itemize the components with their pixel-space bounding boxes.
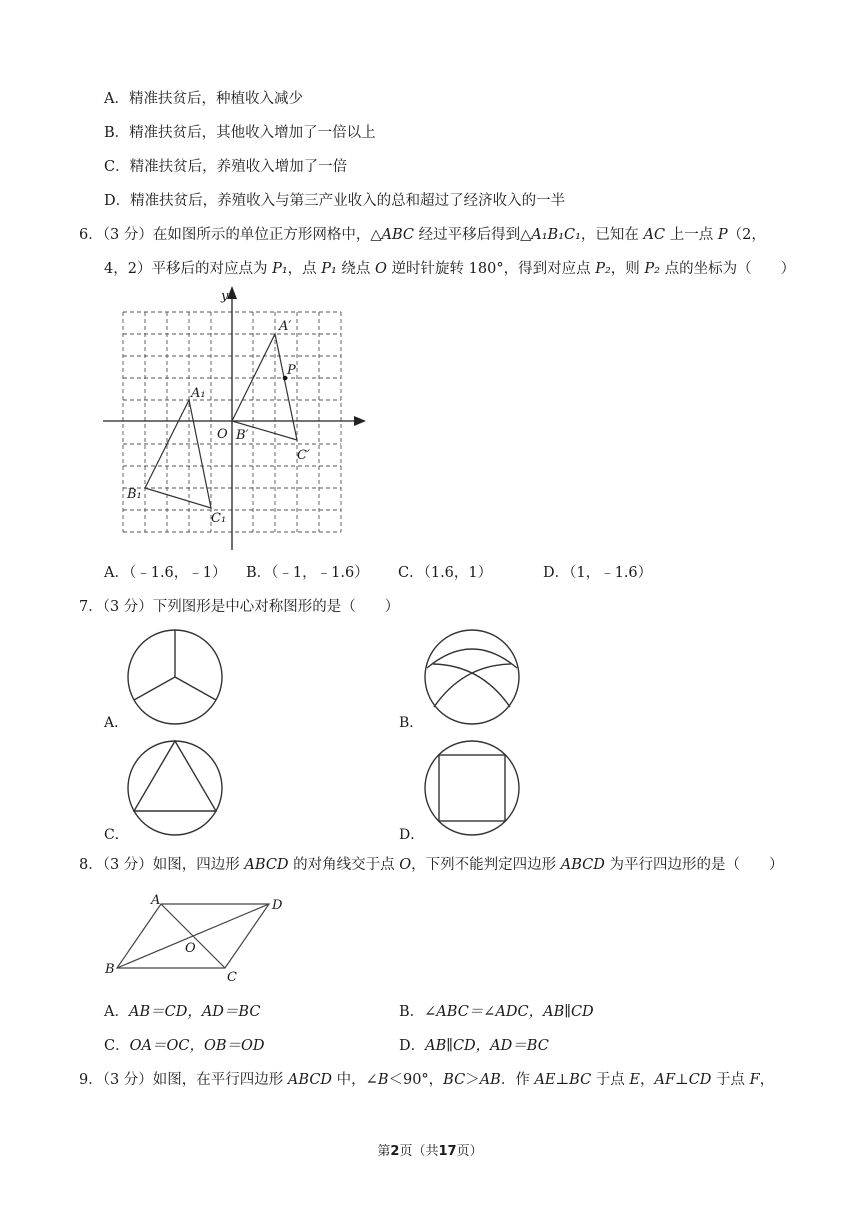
q8-label-o: O	[185, 941, 196, 956]
q8-option-d: D．AB∥CD，AD＝BC	[399, 1038, 549, 1054]
q9-stem: 9．（3 分）如图，在平行四边形 ABCD 中，∠B＜90°，BC＞AB．作 AE⊥BC 于点 E，AF⊥CD 于点 F，	[79, 1072, 775, 1088]
q7-stem: 7．（3 分）下列图形是中心对称图形的是（ ）	[79, 599, 400, 615]
label-y: y	[221, 289, 229, 304]
label-b-prime: B′	[236, 428, 249, 443]
q7-label-c: C．	[104, 827, 129, 843]
label-a1: A₁	[191, 386, 206, 401]
q8-stem: 8．（3 分）如图，四边形 ABCD 的对角线交于点 O，下列不能判定四边形 ABCD 为平行四边形的是（ ）	[79, 857, 784, 873]
label-a-prime: A′	[279, 319, 292, 334]
q6-stem-line1: 6．（3 分）在如图所示的单位正方形网格中，△ABC 经过平移后得到△A₁B₁C₁，已知在 AC 上一点 P（2，	[79, 227, 766, 243]
label-p: P	[287, 363, 296, 378]
q6-stem-line2: 4，2）平移后的对应点为 P₁，点 P₁ 绕点 O 逆时针旋转 180°，得到对应点 P₂，则 P₂ 点的坐标为（ ）	[104, 261, 796, 277]
label-c1: C₁	[211, 511, 227, 526]
q6-option-c: C．（1.6，1）	[398, 565, 493, 581]
q7-label-b: B．	[399, 715, 424, 731]
q5-option-b: B．精准扶贫后，其他收入增加了一倍以上	[104, 125, 376, 141]
q6-option-d: D．（1，﹣1.6）	[543, 565, 653, 581]
q7-label-a: A．	[104, 715, 129, 731]
q6-option-b: B．（﹣1，﹣1.6）	[246, 565, 369, 581]
q7-label-d: D．	[399, 827, 425, 843]
label-c-prime: C′	[297, 448, 310, 463]
page-footer: 第2页（共17页）	[377, 1144, 483, 1159]
q6-option-a: A．（﹣1.6，﹣1）	[104, 565, 227, 581]
q5-option-c: C．精准扶贫后，养殖收入增加了一倍	[104, 159, 348, 175]
q5-option-a: A．精准扶贫后，种植收入减少	[104, 91, 303, 107]
q5-option-d: D．精准扶贫后，养殖收入与第三产业收入的总和超过了经济收入的一半	[104, 193, 566, 209]
label-b1: B₁	[127, 487, 142, 502]
q8-option-b: B．∠ABC＝∠ADC，AB∥CD	[399, 1004, 594, 1020]
q8-option-a: A．AB＝CD，AD＝BC	[104, 1004, 261, 1020]
label-o: O	[217, 427, 228, 442]
q8-label-d: D	[272, 898, 283, 913]
q8-label-c: C	[227, 970, 237, 985]
q8-label-b: B	[105, 962, 115, 977]
q8-label-a: A	[151, 893, 161, 908]
q8-option-c: C．OA＝OC，OB＝OD	[104, 1038, 265, 1054]
